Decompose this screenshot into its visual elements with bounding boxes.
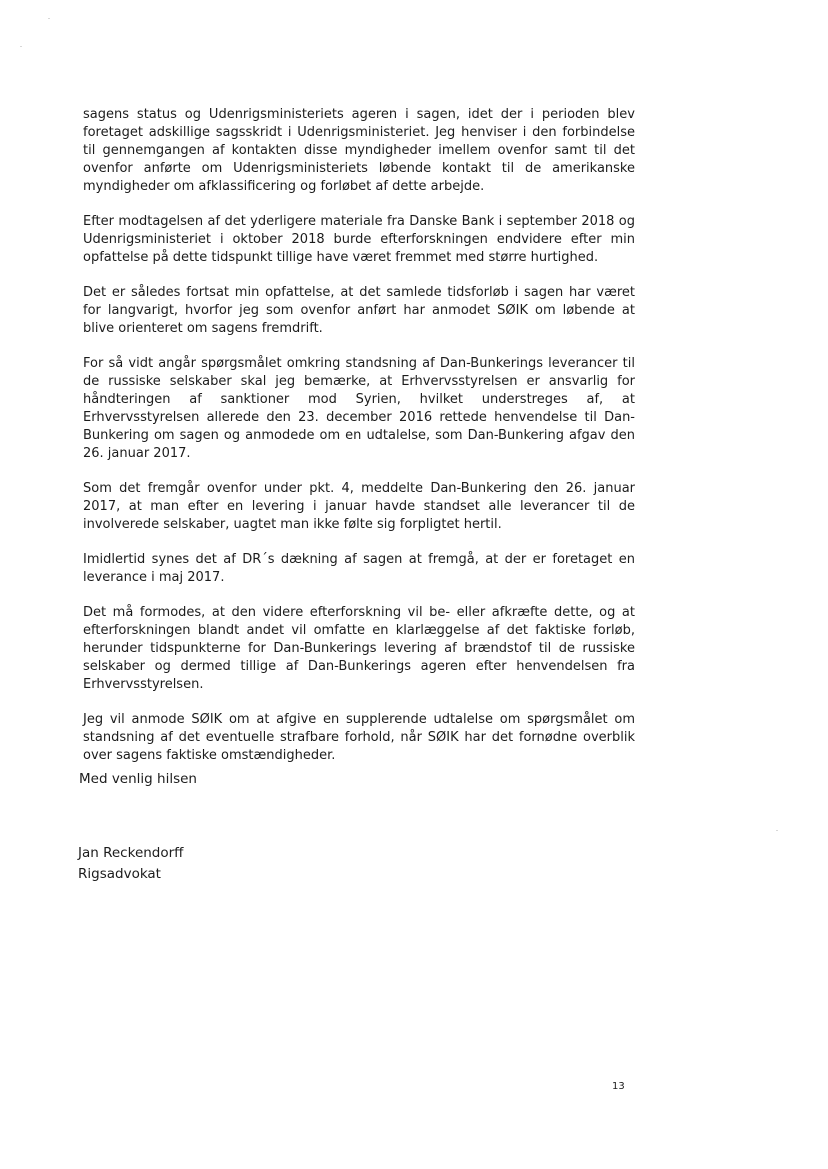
signatory-title: Rigsadvokat [78,866,161,882]
scan-speck [20,46,22,47]
page-number: 13 [612,1081,625,1092]
signatory-name: Jan Reckendorff [78,845,184,861]
paragraph: For så vidt angår spørgsmålet omkring standsning af Dan-Bunkerings leverancer til de russiske selskaber skal jeg bemærke, at Erhvervsstyrelsen er ansvarlig for håndteringen af sanktioner mod Syrien, hvilket understreges af, at Erhvervsstyrelsen allerede den 23. december 2016 rettede henvendelse til Dan-Bunkering om sagen og anmodede om en udtalelse, som Dan-Bunkering afgav den 26. januar 2017. [83,356,635,461]
paragraph: Det er således fortsat min opfattelse, at det samlede tidsforløb i sagen har været for langvarigt, hvorfor jeg som ovenfor anført har anmodet SØIK om løbende at blive orienteret om sagens fremdrift. [83,285,635,336]
closing-salutation: Med venlig hilsen [79,771,197,787]
paragraph: sagens status og Udenrigsministeriets ageren i sagen, idet der i perioden blev foretaget adskillige sagsskridt i Udenrigsministeriet. Jeg henviser i den forbindelse til gennemgangen af kontakten disse myndigheder imellem ovenfor samt til det ovenfor anførte om Udenrigsministeriets løbende kontakt til de amerikanske myndigheder om afklassificering og forløbet af dette arbejde. [83,107,635,194]
paragraph: Det må formodes, at den videre efterforskning vil be- eller afkræfte dette, og at efterforskningen blandt andet vil omfatte en klarlæggelse af det faktiske forløb, herunder tidspunkterne for Dan-Bunkerings levering af brændstof til de russiske selskaber og dermed tillige af Dan-Bunkerings ageren efter henvendelsen fra Erhvervsstyrelsen. [83,605,635,692]
letter-body [83,106,635,782]
paragraph: Jeg vil anmode SØIK om at afgive en supplerende udtalelse om spørgsmålet om standsning af det eventuelle strafbare forhold, når SØIK har det fornødne overblik over sagens faktiske omstændigheder. [83,712,635,763]
paragraph: Som det fremgår ovenfor under pkt. 4, meddelte Dan-Bunkering den 26. januar 2017, at man efter en levering i januar havde standset alle leverancer til de involverede selskaber, uagtet man ikke følte sig forpligtet hertil. [83,481,635,532]
paragraph: Imidlertid synes det af DR´s dækning af sagen at fremgå, at der er foretaget en leverance i maj 2017. [83,552,635,585]
scan-speck [776,830,778,831]
scan-speck [48,18,50,19]
paragraph: Efter modtagelsen af det yderligere materiale fra Danske Bank i september 2018 og Udenrigsministeriet i oktober 2018 burde efterforskningen endvidere efter min opfattelse på dette tidspunkt tillige have været fremmet med større hurtighed. [83,214,635,265]
signature-block [78,843,183,885]
